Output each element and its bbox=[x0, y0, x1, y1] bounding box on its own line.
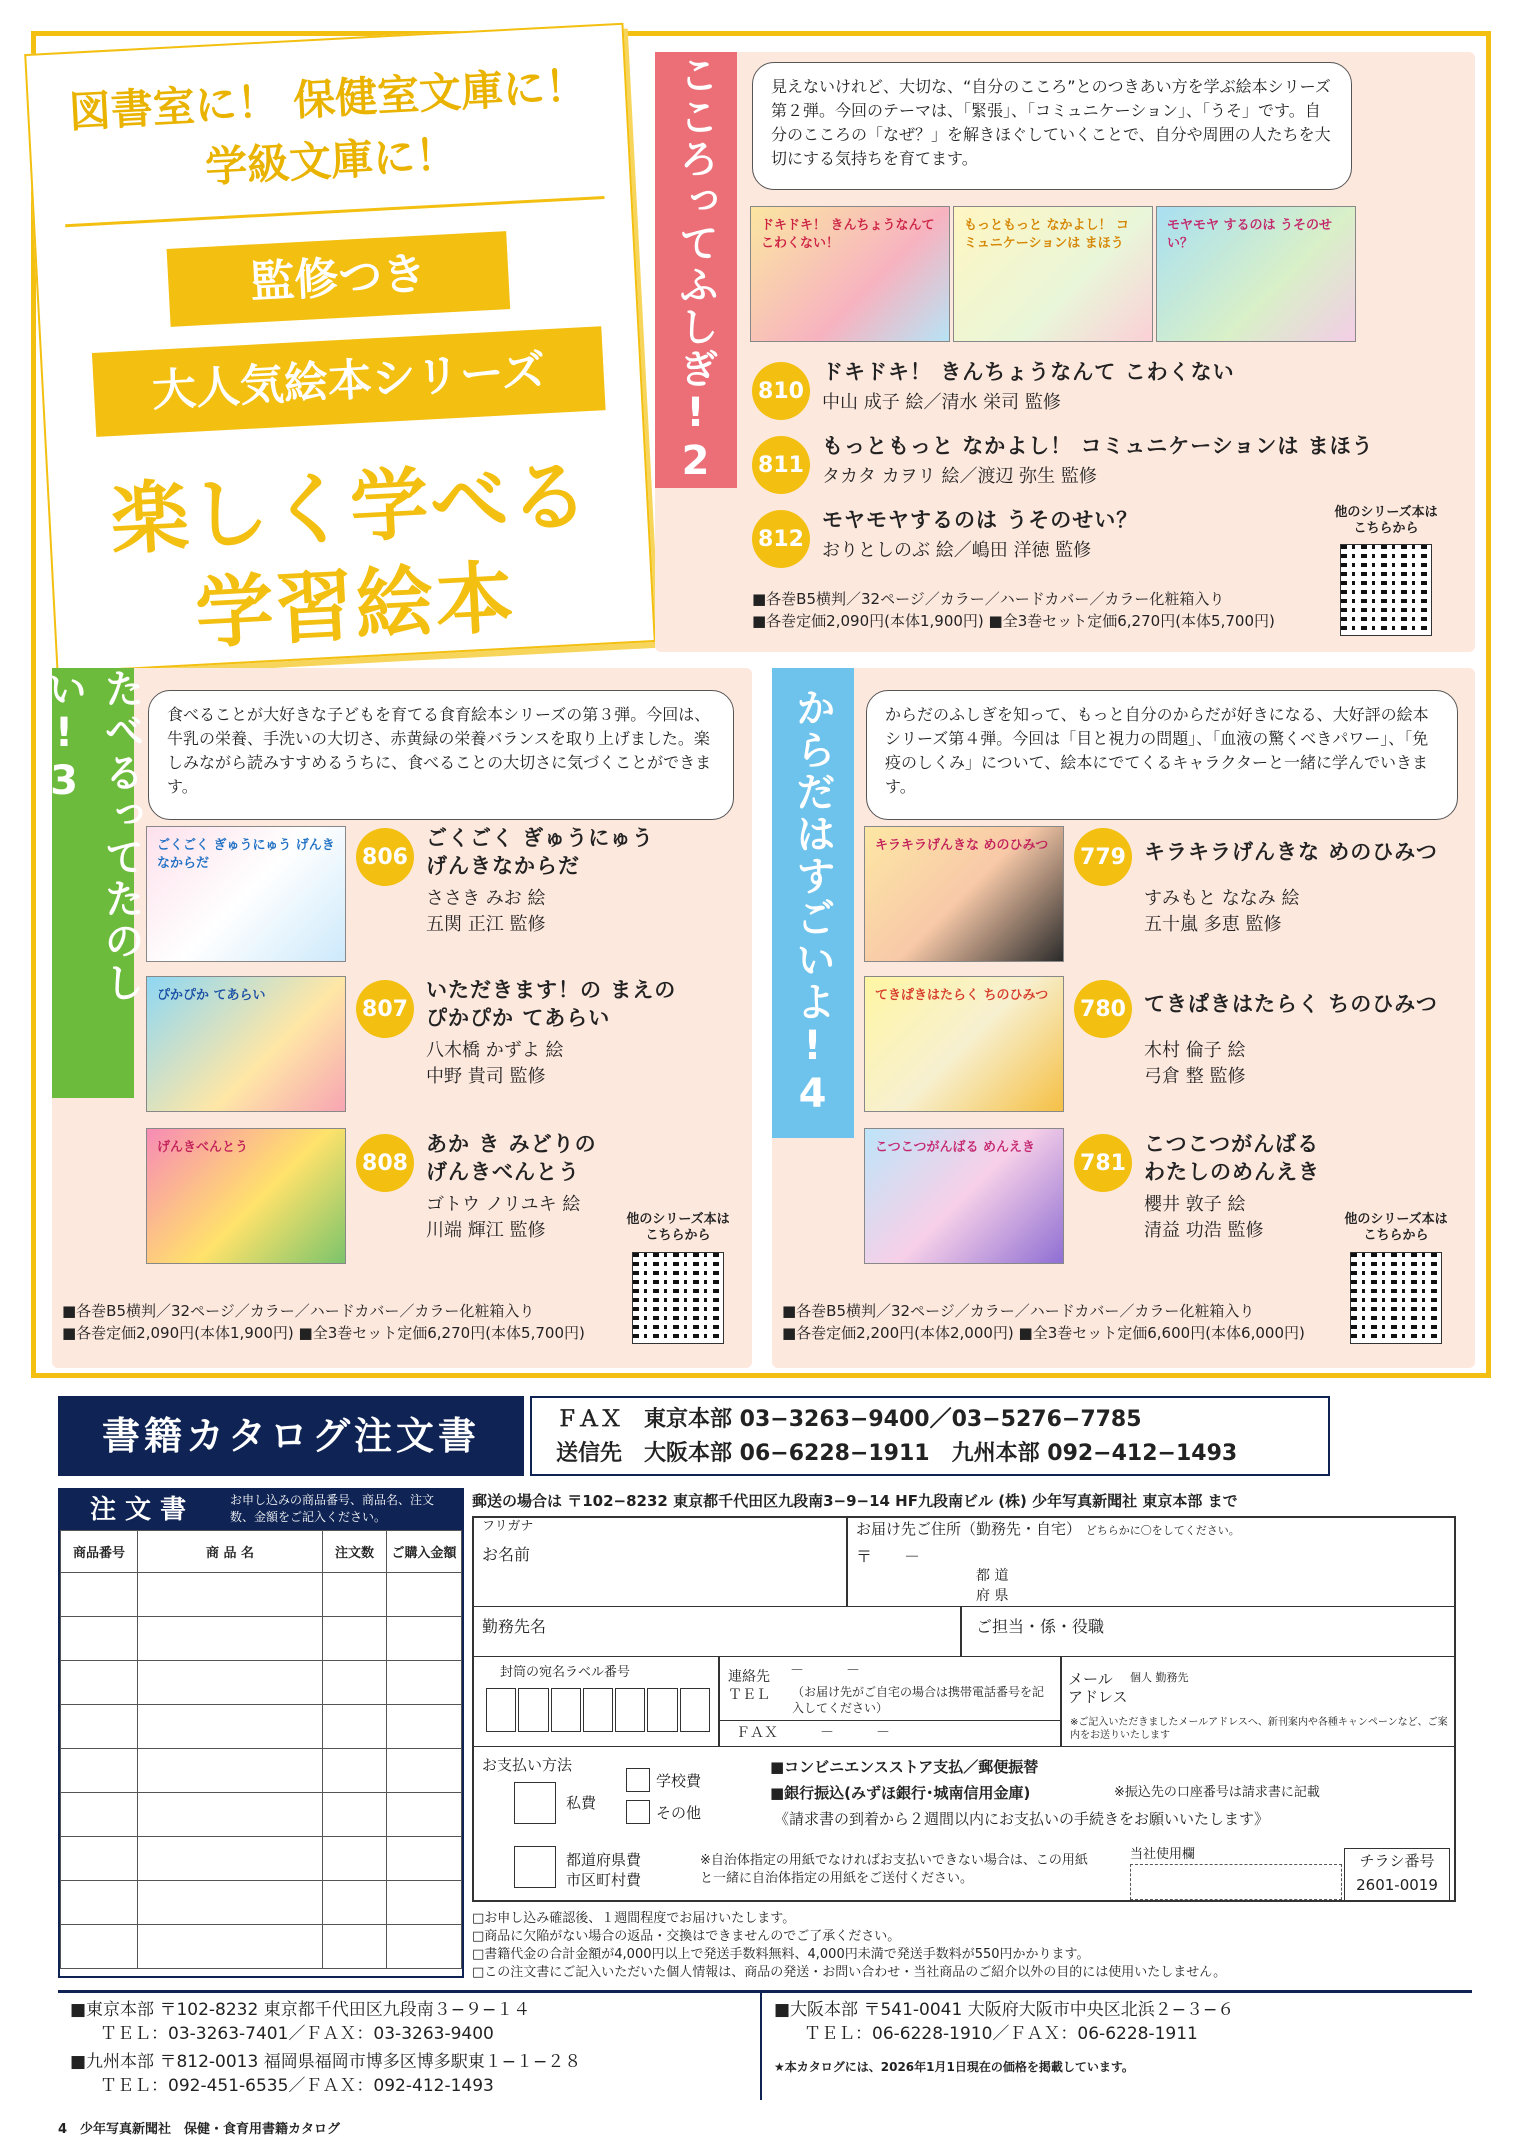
promo-headline: 図書室に！ 保健室文庫に！ 学級文庫に！ bbox=[67, 60, 589, 192]
book-number-806: 806 bbox=[356, 828, 414, 886]
label-number-boxes[interactable] bbox=[486, 1688, 710, 1732]
footer-osaka: ■大阪本部 〒541-0041 大阪府大阪市中央区北浜２−３−６ ＴＥＬ：06-6228-1910／ＦＡＸ：06-6228-1911 bbox=[774, 2000, 1235, 2044]
public-checkbox[interactable] bbox=[514, 1846, 556, 1888]
private-checkbox[interactable] bbox=[514, 1782, 556, 1824]
table-row[interactable] bbox=[61, 1705, 462, 1749]
payment-bank-note: ※振込先の口座番号は請求書に記載 bbox=[1114, 1785, 1320, 1800]
book-number-779: 779 bbox=[1074, 828, 1132, 886]
table-row[interactable] bbox=[61, 1837, 462, 1881]
fax-field[interactable]: － － bbox=[820, 1725, 890, 1741]
book-number-807: 807 bbox=[356, 980, 414, 1038]
name-label: お名前 bbox=[482, 1545, 531, 1564]
mail-address: 郵送の場合は 〒102−8232 東京都千代田区九段南3−9−14 HF九段南ビル (株) 少年写真新聞社 東京本部 まで bbox=[472, 1492, 1238, 1510]
payment-bank: ■銀行振込(みずほ銀行･城南信用金庫) bbox=[770, 1784, 1031, 1802]
address-label: お届け先ご住所（勤務先・自宅） どちらかに〇をしてください。 bbox=[856, 1520, 1240, 1538]
public-label: 都道府県費 市区町村費 bbox=[566, 1851, 642, 1889]
book-number-780: 780 bbox=[1074, 980, 1132, 1038]
book-credit-780: 木村 倫子 絵 弓倉 整 監修 bbox=[1144, 1040, 1246, 1087]
qr-code-taberu[interactable] bbox=[632, 1252, 724, 1344]
payment-deadline: 《請求書の到着から２週間以内にお支払いの手続きをお願いいたします》 bbox=[774, 1810, 1270, 1828]
book-number-781: 781 bbox=[1074, 1134, 1132, 1192]
order-notes: □お申し込み確認後、１週間程度でお届けいたします。 □商品に欠陥がない場合の返品・交換はできませんのでご了承ください。 □書籍代金の合計金額が4,000円以上で発送手数料無料、4,000円未満で発送手数料が550円かかります。 □この注文書にご記入いただいた個人情報は、商品の発送・お問い合わせ・当社商品のご紹介以外の目的には使用いたしません。 bbox=[472, 1911, 1227, 1980]
table-row[interactable] bbox=[61, 1881, 462, 1925]
order-table-box bbox=[58, 1488, 464, 1978]
book-number-808: 808 bbox=[356, 1134, 414, 1192]
fax-box bbox=[530, 1396, 1330, 1476]
page-footer: 4 少年写真新聞社 保健・食育用書籍カタログ bbox=[58, 2122, 341, 2137]
flyer-number-box: チラシ番号 2601-0019 bbox=[1344, 1848, 1450, 1902]
book-cover-779[interactable]: キラキラげんきな めのひみつ bbox=[864, 826, 1064, 962]
other-checkbox[interactable] bbox=[626, 1800, 650, 1824]
table-row[interactable] bbox=[61, 1749, 462, 1793]
book-credit-807: 八木橋 かずよ 絵 中野 貴司 監修 bbox=[426, 1040, 564, 1087]
series-intro-kokoro: 見えないけれど、大切な、“自分のこころ”とのつきあい方を学ぶ絵本シリーズ第２弾。今回のテーマは、「緊張」、「コミュニケーション」、「うそ」です。自分のこころの「なぜ？」を解きほぐしていくことで、自分や周囲の人たちを大切にする気持ちを育てます。 bbox=[752, 62, 1352, 190]
other-label: その他 bbox=[656, 1804, 702, 1822]
email-note: ※ご記入いただきましたメールアドレスへ、新刊案内や各種キャンペーンなど、ご案内をお送りいたします bbox=[1070, 1717, 1448, 1741]
book-credit-808: ゴトウ ノリユキ 絵 川端 輝江 監修 bbox=[426, 1194, 581, 1241]
book-cover-807[interactable]: ぴかぴか てあらい bbox=[146, 976, 346, 1112]
book-credit-811: タカタ カヲリ 絵／渡辺 弥生 監修 bbox=[822, 466, 1097, 487]
book-number-810: 810 bbox=[752, 362, 810, 420]
form-title: 注 文 書 bbox=[90, 1495, 187, 1525]
fax-line-tokyo: ＦＡＸ 東京本部 03−3263−9400／03−5276−7785 bbox=[556, 1407, 1142, 1432]
name-field[interactable] bbox=[482, 1542, 842, 1592]
fax-label: ＦＡＸ bbox=[736, 1725, 778, 1741]
form-note: お申し込みの商品番号、商品名、注文数、金額をご記入ください。 bbox=[230, 1493, 435, 1524]
series-intro-karada: からだのふしぎを知って、もっと自分のからだが好きになる、大好評の絵本シリーズ第４弾。今回は「目と視力の問題」、「血液の驚くべきパワー」、「免疫のしくみ」について、絵本にでてくるキャラクターと一緒に学んでいきます。 bbox=[866, 690, 1458, 820]
address-field[interactable]: 〒 － 都 道 府 県 bbox=[856, 1547, 1009, 1604]
book-credit-812: おりとしのぶ 絵／嶋田 洋徳 監修 bbox=[822, 540, 1092, 561]
book-title-810: ドキドキ！ きんちょうなんて こわくない bbox=[822, 360, 1235, 384]
qr-label-kokoro: 他のシリーズ本は こちらから bbox=[1334, 505, 1438, 536]
fax-line-osaka: 送信先 大阪本部 06−6228−1911 九州本部 092−412−1493 bbox=[556, 1441, 1238, 1466]
promo-label-series: 大人気絵本シリーズ bbox=[92, 326, 606, 437]
book-title-780: てきぱきはたらく ちのひみつ bbox=[1144, 992, 1438, 1016]
qr-code-karada[interactable] bbox=[1350, 1252, 1442, 1344]
payment-label: お支払い方法 bbox=[482, 1756, 573, 1774]
series-tab-taberu: たべるってたのしい!3 bbox=[52, 668, 134, 1098]
footer-kyushu: ■九州本部 〒812-0013 福岡県福岡市博多区博多駅東１−１−２８ ＴＥＬ：092-451-6535／ＦＡＸ：092-412-1493 bbox=[70, 2052, 582, 2096]
label-number-title: 封筒の宛名ラベル番号 bbox=[500, 1665, 631, 1680]
promo-label-supervised: 監修つき bbox=[167, 231, 511, 327]
position-label: ご担当・係・役職 bbox=[976, 1617, 1105, 1636]
promo-title: 楽しく学べる 学習絵本 bbox=[108, 451, 593, 660]
book-cover-806[interactable]: ごくごく ぎゅうにゅう げんきなからだ bbox=[146, 826, 346, 962]
book-title-779: キラキラげんきな めのひみつ bbox=[1144, 840, 1438, 864]
order-heading: 書籍カタログ注文書 bbox=[58, 1396, 524, 1476]
table-row[interactable] bbox=[61, 1661, 462, 1705]
series-tab-karada: からだはすごいよ!4 bbox=[772, 668, 854, 1138]
book-credit-779: すみもと ななみ 絵 五十嵐 多恵 監修 bbox=[1144, 888, 1300, 935]
footer-tokyo: ■東京本部 〒102-8232 東京都千代田区九段南３−９−１４ ＴＥＬ：03-3263-7401／ＦＡＸ：03-3263-9400 bbox=[70, 2000, 531, 2044]
book-number-811: 811 bbox=[752, 436, 810, 494]
spec-kokoro-format: ■各巻B5横判／32ページ／カラー／ハードカバー／カラー化粧箱入り bbox=[752, 590, 1225, 608]
office-use-label: 当社使用欄 bbox=[1130, 1847, 1196, 1862]
email-label: メール アドレス bbox=[1068, 1670, 1128, 1706]
tel-note: （お届け先がご自宅の場合は携帯電話番号を記入してください） bbox=[792, 1685, 1045, 1715]
table-row[interactable] bbox=[61, 1617, 462, 1661]
spec-taberu-price: ■各巻定価2,090円(本体1,900円) ■全3巻セット定価6,270円(本体5,700円) bbox=[62, 1324, 585, 1342]
email-type: 個人 勤務先 bbox=[1130, 1671, 1189, 1684]
tel-label: 連絡先 ＴＥＬ bbox=[728, 1669, 770, 1703]
qr-code-kokoro[interactable] bbox=[1340, 544, 1432, 636]
table-row[interactable] bbox=[61, 1573, 462, 1617]
book-title-807: いただきます！の まえの ぴかぴか てあらい bbox=[426, 978, 677, 1030]
book-cover-812[interactable]: モヤモヤ するのは うそのせい？ bbox=[1156, 206, 1356, 342]
book-title-806: ごくごく ぎゅうにゅう げんきなからだ bbox=[426, 826, 654, 878]
series-intro-taberu: 食べることが大好きな子どもを育てる食育絵本シリーズの第３弾。今回は、牛乳の栄養、手洗いの大切さ、赤黄緑の栄養バランスを取り上げました。楽しみながら読みすすめるうちに、食べることの大切さに気づくことができます。 bbox=[148, 690, 734, 820]
book-title-781: こつこつがんばる わたしのめんえき bbox=[1144, 1132, 1320, 1184]
book-title-811: もっともっと なかよし！ コミュニケーションは まほう bbox=[822, 434, 1374, 458]
footer-price-note: ★本カタログには、2026年1月1日現在の価格を掲載しています。 bbox=[774, 2060, 1134, 2074]
order-table bbox=[60, 1530, 462, 1969]
public-note: ※自治体指定の用紙でなければお支払いできない場合は、この用紙と一緒に自治体指定の用紙をご送付ください。 bbox=[700, 1853, 1088, 1886]
book-cover-810[interactable]: ドキドキ！ きんちょうなんて こわくない！ bbox=[750, 206, 950, 342]
office-use-box bbox=[1130, 1864, 1342, 1900]
promo-card bbox=[24, 23, 656, 674]
spec-kokoro-price: ■各巻定価2,090円(本体1,900円) ■全3巻セット定価6,270円(本体5,700円) bbox=[752, 612, 1275, 630]
book-number-812: 812 bbox=[752, 510, 810, 568]
private-label: 私費 bbox=[566, 1794, 597, 1812]
book-credit-781: 櫻井 敦子 絵 清益 功浩 監修 bbox=[1144, 1194, 1264, 1241]
book-title-808: あか き みどりの げんきべんとう bbox=[426, 1132, 597, 1184]
workplace-label: 勤務先名 bbox=[482, 1617, 547, 1636]
book-cover-780[interactable]: てきぱきはたらく ちのひみつ bbox=[864, 976, 1064, 1112]
spec-karada-format: ■各巻B5横判／32ページ／カラー／ハードカバー／カラー化粧箱入り bbox=[782, 1302, 1255, 1320]
book-title-812: モヤモヤするのは うそのせい？ bbox=[822, 508, 1139, 532]
book-cover-781[interactable]: こつこつがんばる めんえき bbox=[864, 1128, 1064, 1264]
table-row[interactable] bbox=[61, 1925, 462, 1969]
qr-label-taberu: 他のシリーズ本は こちらから bbox=[626, 1212, 730, 1243]
school-label: 学校費 bbox=[656, 1772, 702, 1790]
book-credit-810: 中山 成子 絵／清水 栄司 監修 bbox=[822, 392, 1061, 413]
payment-convenience: ■コンビニエンスストア支払／郵便振替 bbox=[770, 1758, 1039, 1776]
qr-label-karada: 他のシリーズ本は こちらから bbox=[1344, 1212, 1448, 1243]
book-credit-806: ささき みお 絵 五関 正江 監修 bbox=[426, 888, 546, 935]
col-amount: ご購入金額 bbox=[387, 1531, 462, 1573]
school-checkbox[interactable] bbox=[626, 1768, 650, 1792]
spec-taberu-format: ■各巻B5横判／32ページ／カラー／ハードカバー／カラー化粧箱入り bbox=[62, 1302, 535, 1320]
col-product-name: 商 品 名 bbox=[138, 1531, 323, 1573]
series-tab-kokoro: こころってふしぎ!2 bbox=[655, 52, 737, 488]
col-product-number: 商品番号 bbox=[61, 1531, 138, 1573]
spec-karada-price: ■各巻定価2,200円(本体2,000円) ■全3巻セット定価6,600円(本体6,000円) bbox=[782, 1324, 1305, 1342]
tel-field[interactable]: － － bbox=[790, 1663, 860, 1679]
col-quantity: 注文数 bbox=[323, 1531, 387, 1573]
book-cover-808[interactable]: げんきべんとう bbox=[146, 1128, 346, 1264]
furigana-label: フリガナ bbox=[482, 1519, 534, 1534]
book-cover-811[interactable]: もっともっと なかよし！ コミュニケーションは まほう bbox=[953, 206, 1153, 342]
table-row[interactable] bbox=[61, 1793, 462, 1837]
